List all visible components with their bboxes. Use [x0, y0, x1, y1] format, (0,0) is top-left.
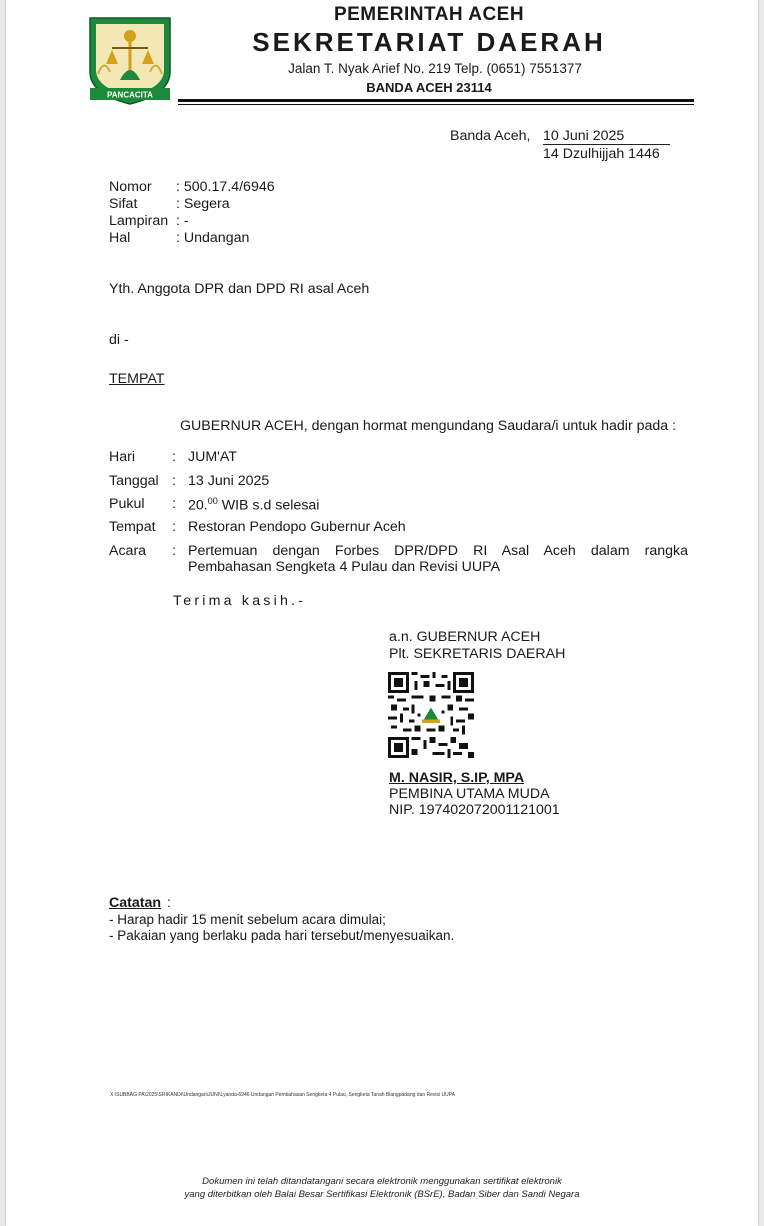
acara-line1: Pertemuan dengan Forbes DPR/DPD RI Asal Aceh dalam rangka [188, 543, 688, 559]
footer-line-1: Dokumen ini telah ditandatangani secara elektronik menggunakan sertifikat elektronik [202, 1176, 562, 1187]
acara-colon: : [172, 543, 176, 559]
date-masehi: 10 Juni 2025 [543, 128, 625, 144]
closing-text: Terima kasih.- [173, 593, 307, 609]
nomor-value: : 500.17.4/6946 [176, 179, 275, 195]
sifat-label: Sifat [109, 196, 138, 212]
letterhead-secretariat: SEKRETARIAT DAERAH [252, 27, 606, 57]
pukul-colon: : [172, 496, 176, 512]
footer-line-2: yang diterbitkan oleh Balai Besar Sertifikasi Elektronik (BSrE), Badan Siber dan Sandi Negara [184, 1189, 580, 1200]
letterhead-rule-thick [178, 99, 694, 102]
signer-name: M. NASIR, S.IP, MPA [389, 770, 525, 786]
notes-colon: : [167, 895, 171, 911]
lampiran-label: Lampiran [109, 213, 169, 229]
nomor-label: Nomor [109, 179, 152, 195]
pukul-value: 20.00 WIB s.d selesai [188, 496, 320, 514]
tanggal-colon: : [172, 473, 176, 489]
tanggal-label: Tanggal [109, 473, 159, 489]
signature-an: a.n. GUBERNUR ACEH [389, 629, 541, 645]
letterhead-city: BANDA ACEH 23114 [366, 80, 492, 95]
svg-text:PANCACITA: PANCACITA [107, 90, 153, 100]
date-hijri: 14 Dzulhijjah 1446 [543, 146, 660, 162]
tempat-colon: : [172, 519, 176, 535]
signature-qr-code-icon [388, 672, 474, 758]
hari-value: JUM'AT [188, 449, 237, 465]
pukul-label: Pukul [109, 496, 145, 512]
notes-title: Catatan [109, 895, 162, 911]
signature-plt: Plt. SEKRETARIS DAERAH [389, 646, 566, 662]
intro-text: GUBERNUR ACEH, dengan hormat mengundang Saudara/i untuk hadir pada : [180, 418, 677, 434]
hari-label: Hari [109, 449, 136, 465]
hal-label: Hal [109, 230, 131, 246]
aceh-emblem-icon [84, 14, 176, 106]
sifat-value: : Segera [176, 196, 230, 212]
file-path: X:\SUBBAG PA\2025\SRIKANDI\Undangan\JUNI\Lyanda-6946 Undangan Pembahasan Sengketa 4 Pulau, Sengketa Tanah Blangpadang dan Revisi UUPA [110, 1092, 456, 1098]
letter-page [6, 0, 758, 1226]
tanggal-value: 13 Juni 2025 [188, 473, 270, 489]
letterhead-government: PEMERINTAH ACEH [333, 4, 525, 25]
addressee: Yth. Anggota DPR dan DPD RI asal Aceh [109, 281, 370, 297]
addressee-tempat: TEMPAT [109, 371, 165, 387]
date-underline [543, 144, 670, 145]
letterhead-address: Jalan T. Nyak Arief No. 219 Telp. (0651) 7551377 [288, 61, 582, 76]
notes-item-2: - Pakaian yang berlaku pada hari tersebut/menyesuaikan. [109, 928, 455, 943]
tempat-label: Tempat [109, 519, 156, 535]
date-place: Banda Aceh, [450, 128, 531, 144]
lampiran-value: : - [176, 213, 189, 229]
notes-item-1: - Harap hadir 15 menit sebelum acara dimulai; [109, 912, 386, 927]
hal-value: : Undangan [176, 230, 250, 246]
acara-label: Acara [109, 543, 147, 559]
hari-colon: : [172, 449, 176, 465]
tempat-value: Restoran Pendopo Gubernur Aceh [188, 519, 406, 535]
addressee-di: di - [109, 332, 129, 348]
acara-line2: Pembahasan Sengketa 4 Pulau dan Revisi UUPA [188, 559, 501, 575]
signer-rank: PEMBINA UTAMA MUDA [389, 786, 550, 802]
letterhead-rule-thin [178, 104, 694, 105]
e-signature-footer [185, 1175, 580, 1201]
signer-nip: NIP. 197402072001121001 [389, 802, 560, 818]
